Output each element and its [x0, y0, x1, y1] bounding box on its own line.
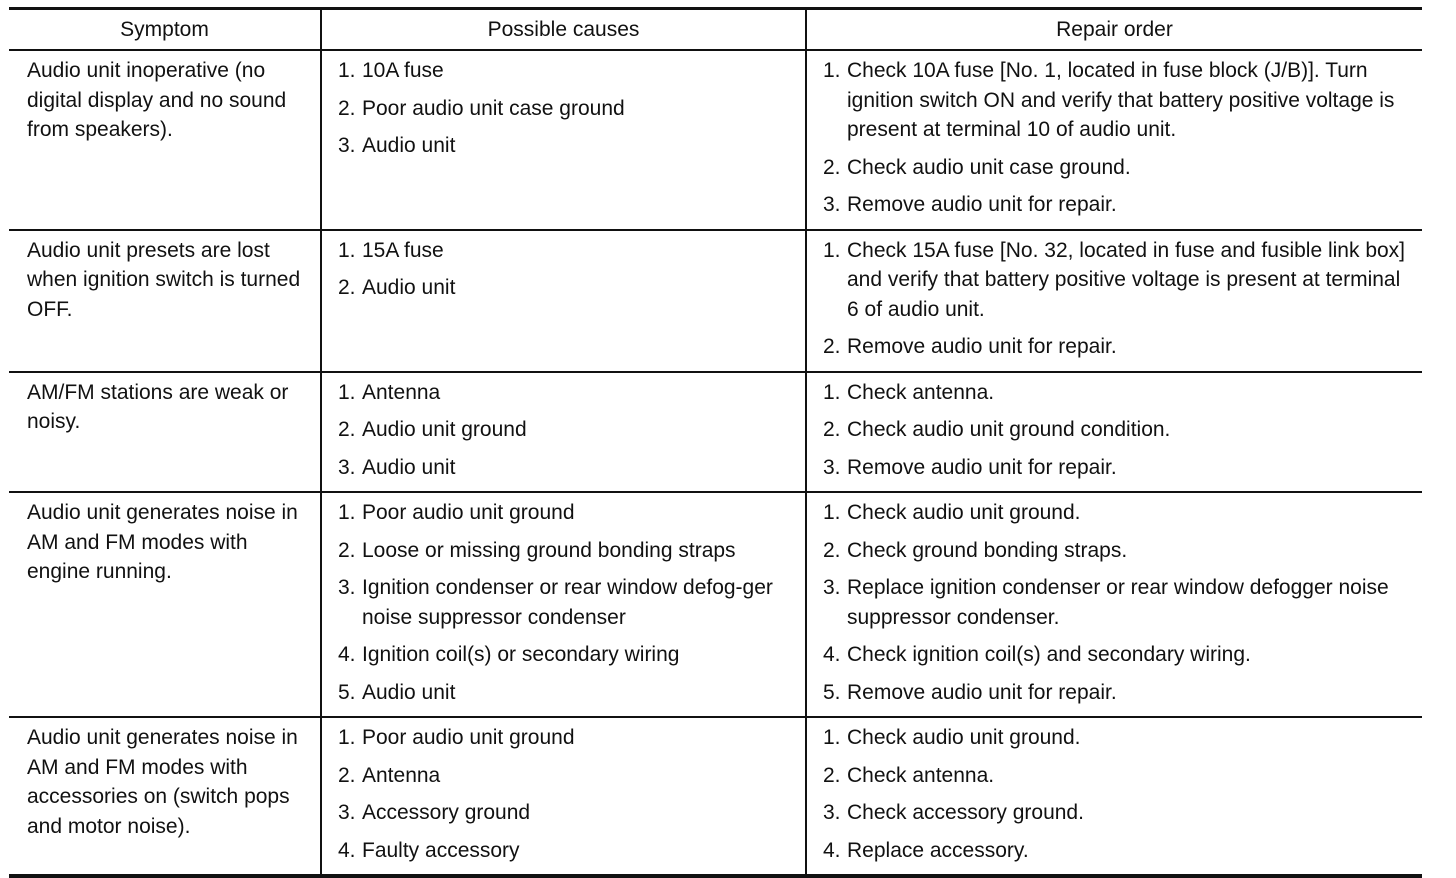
cause-item: 3. Accessory ground: [338, 801, 531, 824]
repair-item: 4. Replace accessory.: [823, 838, 1029, 862]
cause-item: 2. Loose or missing ground bonding straps: [338, 538, 736, 562]
table-row: [9, 492, 1422, 717]
cause-item: 4. Ignition coil(s) or secondary wiring: [338, 643, 680, 666]
table-row: [9, 230, 1422, 372]
repair-item: 2. Check audio unit case ground.: [823, 155, 1131, 179]
repair-item: 2. Check ground bonding straps.: [823, 538, 1128, 562]
symptom-cell: Audio unit inoperative (no digital display and no sound from speakers).: [9, 50, 321, 230]
repair-item: 1. Check 15A fuse [No. 32, located in fuse and fusible link box] and verify that battery positive voltage is present at terminal 6 of audio unit.: [823, 238, 1406, 321]
cause-item: 2. Antenna: [338, 763, 441, 787]
cause-item: 4. Faulty accessory: [338, 838, 520, 862]
repair-item: 1. Check audio unit ground.: [823, 726, 1081, 749]
repair-item: 3. Replace ignition condenser or rear window defogger noise suppressor condenser.: [823, 576, 1389, 629]
repair-cell: [806, 372, 1422, 493]
table-row: [9, 372, 1422, 493]
symptom-cell: Audio unit generates noise in AM and FM modes with engine running.: [9, 492, 321, 717]
symptom-cell: Audio unit generates noise in AM and FM modes with accessories on (switch pops and motor noise).: [9, 717, 321, 876]
table-row: [9, 717, 1422, 876]
table-row: [9, 50, 1422, 230]
causes-cell: [321, 492, 806, 717]
cause-item: 3. Audio unit: [338, 134, 456, 157]
header-repair-order: Repair order: [806, 9, 1422, 51]
diagnosis-table: [9, 7, 1422, 878]
causes-cell: [321, 230, 806, 372]
repair-item: 1. Check audio unit ground.: [823, 501, 1081, 524]
cause-item: 3. Audio unit: [338, 455, 456, 479]
repair-item: 2. Check antenna.: [823, 763, 995, 787]
header-symptom: Symptom: [9, 9, 321, 51]
cause-item: 1. 10A fuse: [338, 59, 444, 82]
repair-cell: [806, 492, 1422, 717]
diagnosis-table-container: [9, 7, 1422, 878]
repair-item: 3. Remove audio unit for repair.: [823, 193, 1117, 216]
symptom-cell: AM/FM stations are weak or noisy.: [9, 372, 321, 493]
repair-item: 1. Check antenna.: [823, 380, 995, 404]
cause-item: 2. Audio unit: [338, 276, 456, 299]
cause-item: 1. Poor audio unit ground: [338, 501, 575, 524]
repair-cell: [806, 50, 1422, 230]
cause-item: 1. Poor audio unit ground: [338, 726, 575, 749]
causes-cell: [321, 717, 806, 876]
cause-item: 3. Ignition condenser or rear window defog-ger noise suppressor condenser: [338, 576, 773, 629]
repair-item: 5. Remove audio unit for repair.: [823, 680, 1117, 704]
cause-item: 5. Audio unit: [338, 680, 456, 704]
cause-item: 1. 15A fuse: [338, 238, 444, 262]
cause-item: 2. Poor audio unit case ground: [338, 96, 625, 120]
repair-item: 2. Remove audio unit for repair.: [823, 335, 1117, 358]
repair-item: 4. Check ignition coil(s) and secondary wiring.: [823, 643, 1251, 666]
causes-cell: [321, 372, 806, 493]
header-row: [9, 9, 1422, 51]
repair-cell: [806, 717, 1422, 876]
causes-cell: [321, 50, 806, 230]
symptom-cell: Audio unit presets are lost when ignition switch is turned OFF.: [9, 230, 321, 372]
repair-item: 1. Check 10A fuse [No. 1, located in fuse block (J/B)]. Turn ignition switch ON and verify that battery positive voltage is present at terminal 10 of audio unit.: [823, 59, 1395, 141]
repair-item: 2. Check audio unit ground condition.: [823, 418, 1171, 441]
cause-item: 2. Audio unit ground: [338, 418, 527, 441]
repair-cell: [806, 230, 1422, 372]
repair-item: 3. Remove audio unit for repair.: [823, 455, 1117, 479]
cause-item: 1. Antenna: [338, 380, 441, 404]
header-possible-causes: Possible causes: [321, 9, 806, 51]
repair-item: 3. Check accessory ground.: [823, 801, 1084, 824]
